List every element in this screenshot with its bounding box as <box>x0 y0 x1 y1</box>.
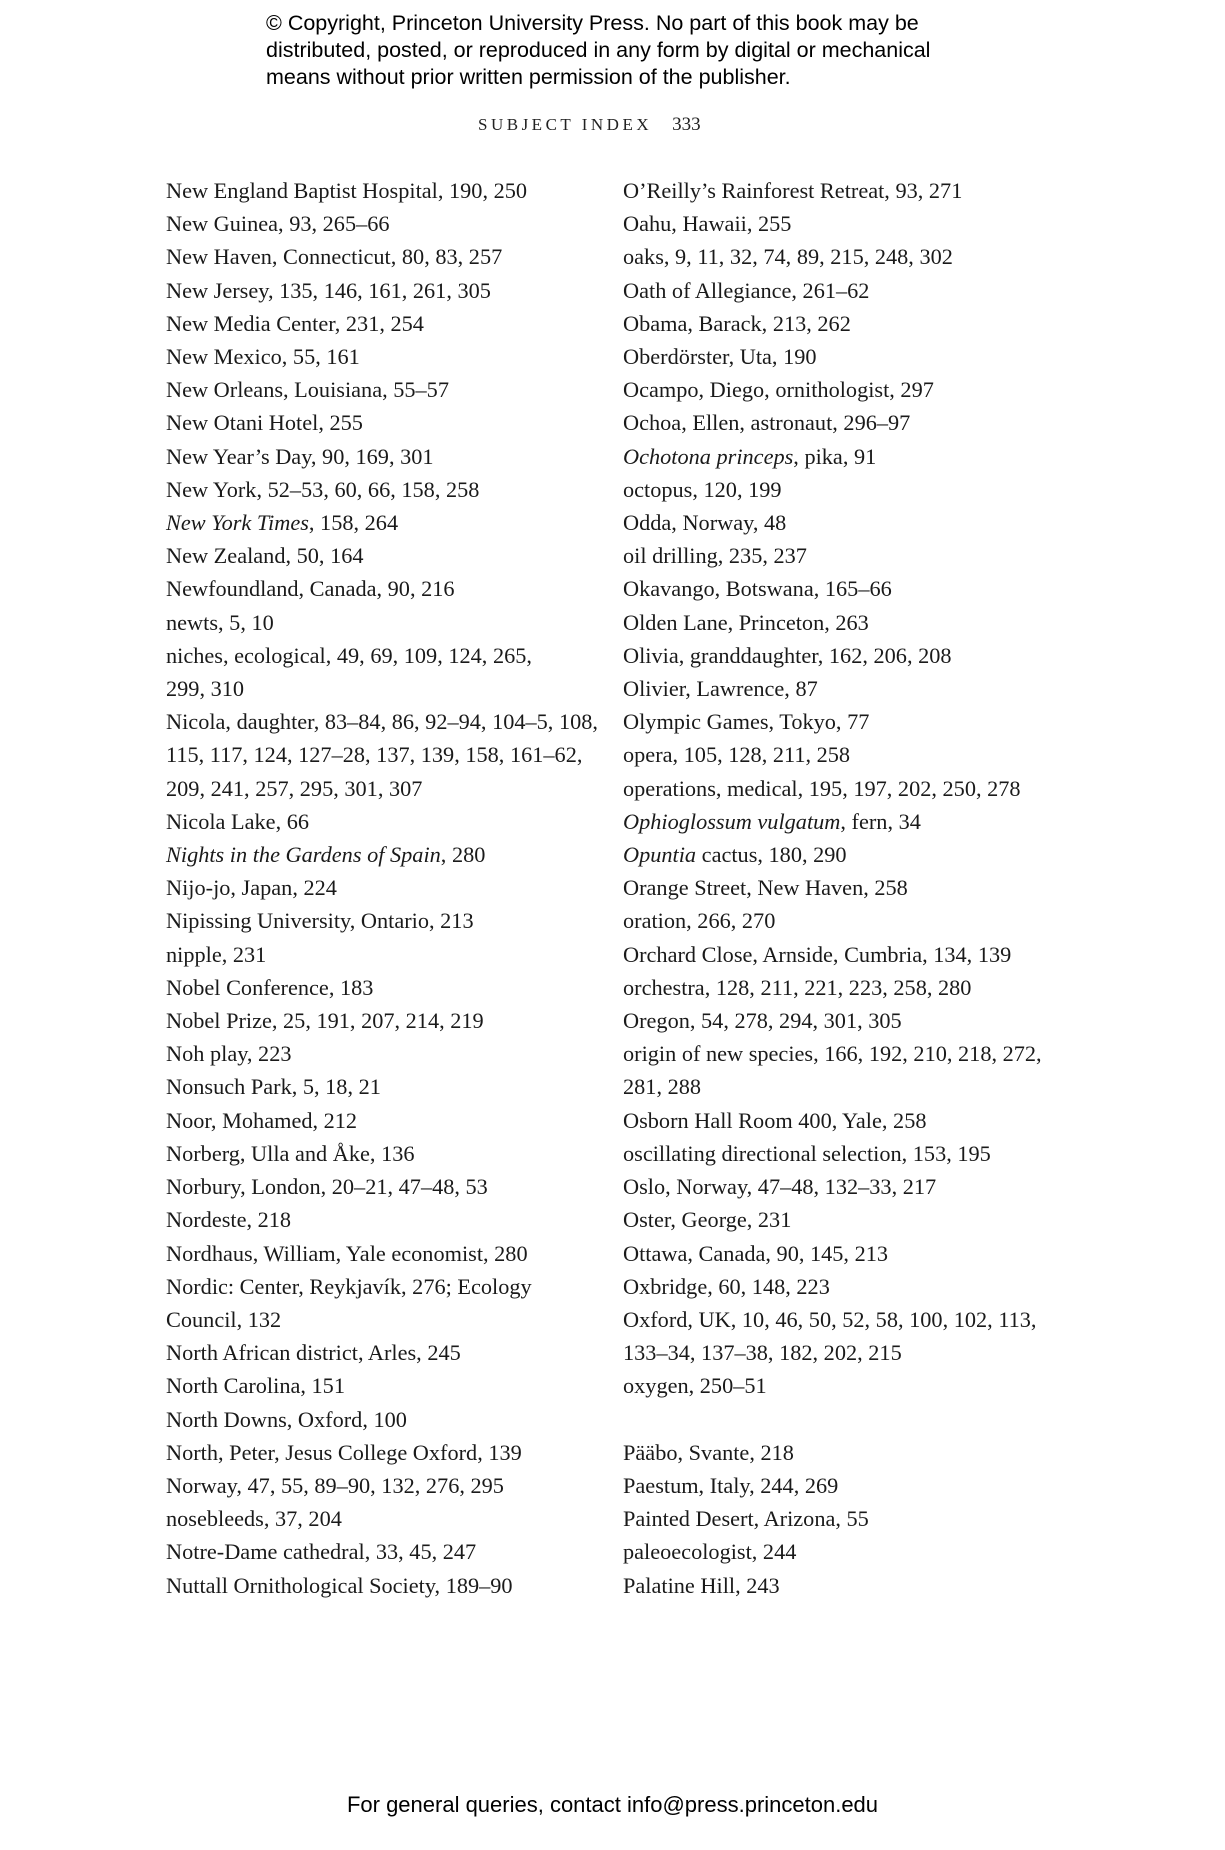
copyright-notice <box>266 10 1026 91</box>
index-entry <box>623 639 1063 672</box>
index-entry-line: paleoecologist, 244 <box>623 1539 797 1565</box>
index-entry-line: Olivier, Lawrence, 87 <box>623 676 818 702</box>
italic-title: Nights in the Gardens of Spain <box>166 842 441 868</box>
index-entry <box>166 1270 606 1336</box>
index-entry <box>623 1436 1063 1469</box>
index-entry <box>166 406 606 439</box>
index-entry-line: nosebleeds, 37, 204 <box>166 1506 342 1532</box>
index-entry-line: Ophioglossum vulgatum, fern, 34 <box>623 808 921 834</box>
index-entry <box>623 1137 1063 1170</box>
index-entry-line: origin of new species, 166, 192, 210, 218, 272, <box>623 1041 1042 1067</box>
index-entry <box>166 639 606 705</box>
index-entry-line: 115, 117, 124, 127–28, 137, 139, 158, 161–62, <box>166 742 583 768</box>
index-entry-line: Noh play, 223 <box>166 1041 292 1067</box>
index-entry <box>623 539 1063 572</box>
index-entry <box>166 938 606 971</box>
index-entry <box>623 473 1063 506</box>
index-entry <box>623 440 1063 473</box>
index-entry-line: North African district, Arles, 245 <box>166 1340 461 1366</box>
index-entry-line: Ocampo, Diego, ornithologist, 297 <box>623 377 934 403</box>
index-entry <box>166 307 606 340</box>
index-entry-line: Notre-Dame cathedral, 33, 45, 247 <box>166 1539 477 1565</box>
index-entry <box>166 240 606 273</box>
index-entry <box>166 506 606 539</box>
index-entry <box>623 240 1063 273</box>
index-entry-line: New York Times, 158, 264 <box>166 510 399 536</box>
index-entry-line: 299, 310 <box>166 676 245 702</box>
index-entry <box>166 174 606 207</box>
index-entry-line: Newfoundland, Canada, 90, 216 <box>166 576 455 602</box>
index-entry <box>166 971 606 1004</box>
index-entry-line: Olivia, granddaughter, 162, 206, 208 <box>623 642 952 668</box>
index-entry-line: Nights in the Gardens of Spain, 280 <box>166 842 486 868</box>
index-entry <box>166 871 606 904</box>
index-entry <box>623 373 1063 406</box>
index-entry <box>623 506 1063 539</box>
italic-title: Ochotona princeps <box>623 443 794 469</box>
index-entry <box>166 440 606 473</box>
index-entry-line: Nordeste, 218 <box>166 1207 292 1233</box>
index-entry <box>623 1203 1063 1236</box>
index-entry <box>623 1502 1063 1535</box>
index-entry <box>166 904 606 937</box>
index-entry <box>166 473 606 506</box>
letter-section-gap <box>623 1403 1063 1436</box>
index-entry <box>623 406 1063 439</box>
index-entry-line: Ottawa, Canada, 90, 145, 213 <box>623 1240 889 1266</box>
index-entry-line: Palatine Hill, 243 <box>623 1572 780 1598</box>
index-entry <box>166 1403 606 1436</box>
index-entry <box>623 1237 1063 1270</box>
index-entry-line: Orange Street, New Haven, 258 <box>623 875 908 901</box>
index-entry <box>166 1369 606 1402</box>
index-entry <box>623 572 1063 605</box>
index-entry <box>623 606 1063 639</box>
index-entry-line: New Mexico, 55, 161 <box>166 344 360 370</box>
index-entry-line: Oxford, UK, 10, 46, 50, 52, 58, 100, 102, 113, <box>623 1306 1037 1332</box>
index-entry <box>166 1436 606 1469</box>
index-entry-line: Norberg, Ulla and Åke, 136 <box>166 1140 415 1166</box>
index-entry-line: newts, 5, 10 <box>166 609 274 635</box>
index-entry-line: 281, 288 <box>623 1074 702 1100</box>
index-entry <box>623 871 1063 904</box>
index-entry-line: New Otani Hotel, 255 <box>166 410 363 436</box>
index-entry <box>166 1137 606 1170</box>
index-entry-line: oration, 266, 270 <box>623 908 776 934</box>
index-entry-line: Okavango, Botswana, 165–66 <box>623 576 892 602</box>
index-entry <box>166 1469 606 1502</box>
index-entry <box>623 1369 1063 1402</box>
index-entry-line: Oberdörster, Uta, 190 <box>623 344 817 370</box>
index-entry <box>623 838 1063 871</box>
index-entry <box>623 1535 1063 1568</box>
index-entry-line: North Carolina, 151 <box>166 1373 345 1399</box>
index-entry <box>166 1237 606 1270</box>
index-entry <box>623 340 1063 373</box>
index-entry <box>166 1004 606 1037</box>
index-entry-line: New Jersey, 135, 146, 161, 261, 305 <box>166 277 491 303</box>
index-entry-line: Osborn Hall Room 400, Yale, 258 <box>623 1107 927 1133</box>
index-entry-line: opera, 105, 128, 211, 258 <box>623 742 851 768</box>
index-entry <box>166 1037 606 1070</box>
index-entry <box>166 373 606 406</box>
index-entry-line: Nipissing University, Ontario, 213 <box>166 908 474 934</box>
index-entry <box>623 174 1063 207</box>
index-entry-line: New Guinea, 93, 265–66 <box>166 211 390 237</box>
index-entry <box>166 539 606 572</box>
index-entry-line: oil drilling, 235, 237 <box>623 543 807 569</box>
index-entry <box>623 1104 1063 1137</box>
index-entry <box>623 705 1063 738</box>
index-entry <box>623 738 1063 771</box>
index-entry-line: Oath of Allegiance, 261–62 <box>623 277 870 303</box>
index-entry <box>623 1037 1063 1103</box>
index-entry <box>166 1070 606 1103</box>
footer-contact: For general queries, contact info@press.princeton.edu <box>346 1792 879 1817</box>
index-entry <box>166 1502 606 1535</box>
index-entry <box>623 672 1063 705</box>
index-entry-line: Nobel Prize, 25, 191, 207, 214, 219 <box>166 1008 484 1034</box>
running-head <box>478 114 701 136</box>
index-entry <box>166 1535 606 1568</box>
index-entry-line: Norway, 47, 55, 89–90, 132, 276, 295 <box>166 1472 504 1498</box>
index-entry <box>166 1104 606 1137</box>
italic-title: New York Times <box>166 510 309 536</box>
index-entry-line: oscillating directional selection, 153, 195 <box>623 1140 991 1166</box>
index-entry-line: oaks, 9, 11, 32, 74, 89, 215, 248, 302 <box>623 244 953 270</box>
index-entry-line: Oahu, Hawaii, 255 <box>623 211 792 237</box>
index-entry-line: New York, 52–53, 60, 66, 158, 258 <box>166 476 480 502</box>
index-entry-line: Nordic: Center, Reykjavík, 276; Ecology <box>166 1273 532 1299</box>
index-entry <box>623 207 1063 240</box>
index-entry-line: Oxbridge, 60, 148, 223 <box>623 1273 830 1299</box>
index-entry <box>623 274 1063 307</box>
index-entry <box>623 938 1063 971</box>
index-entry-line: New Orleans, Louisiana, 55–57 <box>166 377 449 403</box>
index-entry-line: nipple, 231 <box>166 941 267 967</box>
index-entry-line: niches, ecological, 49, 69, 109, 124, 265, <box>166 642 532 668</box>
index-entry-line: Odda, Norway, 48 <box>623 510 787 536</box>
index-entry <box>166 1203 606 1236</box>
index-entry <box>623 1004 1063 1037</box>
index-entry-line: octopus, 120, 199 <box>623 476 782 502</box>
index-entry <box>166 606 606 639</box>
index-entry <box>166 572 606 605</box>
index-entry-line: Olden Lane, Princeton, 263 <box>623 609 869 635</box>
index-entry-line: New Zealand, 50, 164 <box>166 543 364 569</box>
index-entry <box>623 904 1063 937</box>
index-entry <box>166 207 606 240</box>
index-entry-line: 209, 241, 257, 295, 301, 307 <box>166 775 423 801</box>
index-entry <box>623 307 1063 340</box>
index-entry-line: Ochotona princeps, pika, 91 <box>623 443 877 469</box>
index-entry <box>166 274 606 307</box>
index-entry <box>623 1469 1063 1502</box>
index-entry-line: Nobel Conference, 183 <box>166 974 374 1000</box>
index-entry-line: Opuntia cactus, 180, 290 <box>623 842 847 868</box>
index-entry <box>623 1569 1063 1602</box>
index-entry <box>166 805 606 838</box>
index-column-right <box>623 174 1063 1602</box>
index-entry-line: Olympic Games, Tokyo, 77 <box>623 709 870 735</box>
index-entry-line: New Year’s Day, 90, 169, 301 <box>166 443 434 469</box>
index-entry-line: Nuttall Ornithological Society, 189–90 <box>166 1572 513 1598</box>
index-entry <box>166 1569 606 1602</box>
index-entry-line: Ochoa, Ellen, astronaut, 296–97 <box>623 410 911 436</box>
index-entry-line: Obama, Barack, 213, 262 <box>623 310 851 336</box>
copyright-line: means without prior written permission of the publisher. <box>266 65 791 89</box>
index-entry-line: Pääbo, Svante, 218 <box>623 1439 794 1465</box>
index-entry-line: Council, 132 <box>166 1306 282 1332</box>
index-entry-line: Nordhaus, William, Yale economist, 280 <box>166 1240 528 1266</box>
index-entry-line: Oslo, Norway, 47–48, 132–33, 217 <box>623 1174 937 1200</box>
index-entry-line: North Downs, Oxford, 100 <box>166 1406 407 1432</box>
index-entry-line: Nijo-jo, Japan, 224 <box>166 875 337 901</box>
index-entry-line: Oregon, 54, 278, 294, 301, 305 <box>623 1008 902 1034</box>
italic-title: Ophioglossum vulgatum <box>623 808 841 834</box>
index-entry-line: Nonsuch Park, 5, 18, 21 <box>166 1074 381 1100</box>
index-entry <box>623 805 1063 838</box>
index-entry-line: North, Peter, Jesus College Oxford, 139 <box>166 1439 522 1465</box>
index-entry-line: Paestum, Italy, 244, 269 <box>623 1472 839 1498</box>
index-entry-line: 133–34, 137–38, 182, 202, 215 <box>623 1340 902 1366</box>
index-entry-line: Painted Desert, Arizona, 55 <box>623 1506 869 1532</box>
italic-title: Opuntia <box>623 842 697 868</box>
index-entry-line: New Media Center, 231, 254 <box>166 310 424 336</box>
index-entry-line: oxygen, 250–51 <box>623 1373 767 1399</box>
index-entry <box>166 1336 606 1369</box>
index-entry-line: Oster, George, 231 <box>623 1207 792 1233</box>
index-entry <box>166 838 606 871</box>
index-entry-line: orchestra, 128, 211, 221, 223, 258, 280 <box>623 974 972 1000</box>
index-entry <box>623 1303 1063 1369</box>
index-entry-line: Nicola Lake, 66 <box>166 808 310 834</box>
index-entry-line: Orchard Close, Arnside, Cumbria, 134, 139 <box>623 941 1012 967</box>
section-title: SUBJECT INDEX <box>478 115 653 134</box>
index-entry-line: O’Reilly’s Rainforest Retreat, 93, 271 <box>623 178 963 203</box>
index-entry <box>623 1270 1063 1303</box>
index-entry <box>623 971 1063 1004</box>
index-entry <box>166 1170 606 1203</box>
page-number: 333 <box>672 114 701 135</box>
index-entry <box>623 772 1063 805</box>
index-entry-line: Nicola, daughter, 83–84, 86, 92–94, 104–5, 108, <box>166 709 598 735</box>
index-entry-line: Norbury, London, 20–21, 47–48, 53 <box>166 1174 488 1200</box>
index-entry <box>623 1170 1063 1203</box>
index-entry-line: Noor, Mohamed, 212 <box>166 1107 358 1133</box>
index-entry-line: operations, medical, 195, 197, 202, 250, 278 <box>623 775 1021 801</box>
index-entry <box>166 340 606 373</box>
copyright-line: © Copyright, Princeton University Press. No part of this book may be <box>266 11 919 35</box>
index-column-left <box>166 174 606 1602</box>
index-entry-line: New England Baptist Hospital, 190, 250 <box>166 178 528 203</box>
index-entry <box>166 705 606 805</box>
index-entry-line: New Haven, Connecticut, 80, 83, 257 <box>166 244 503 270</box>
copyright-line: distributed, posted, or reproduced in any form by digital or mechanical <box>266 38 931 62</box>
